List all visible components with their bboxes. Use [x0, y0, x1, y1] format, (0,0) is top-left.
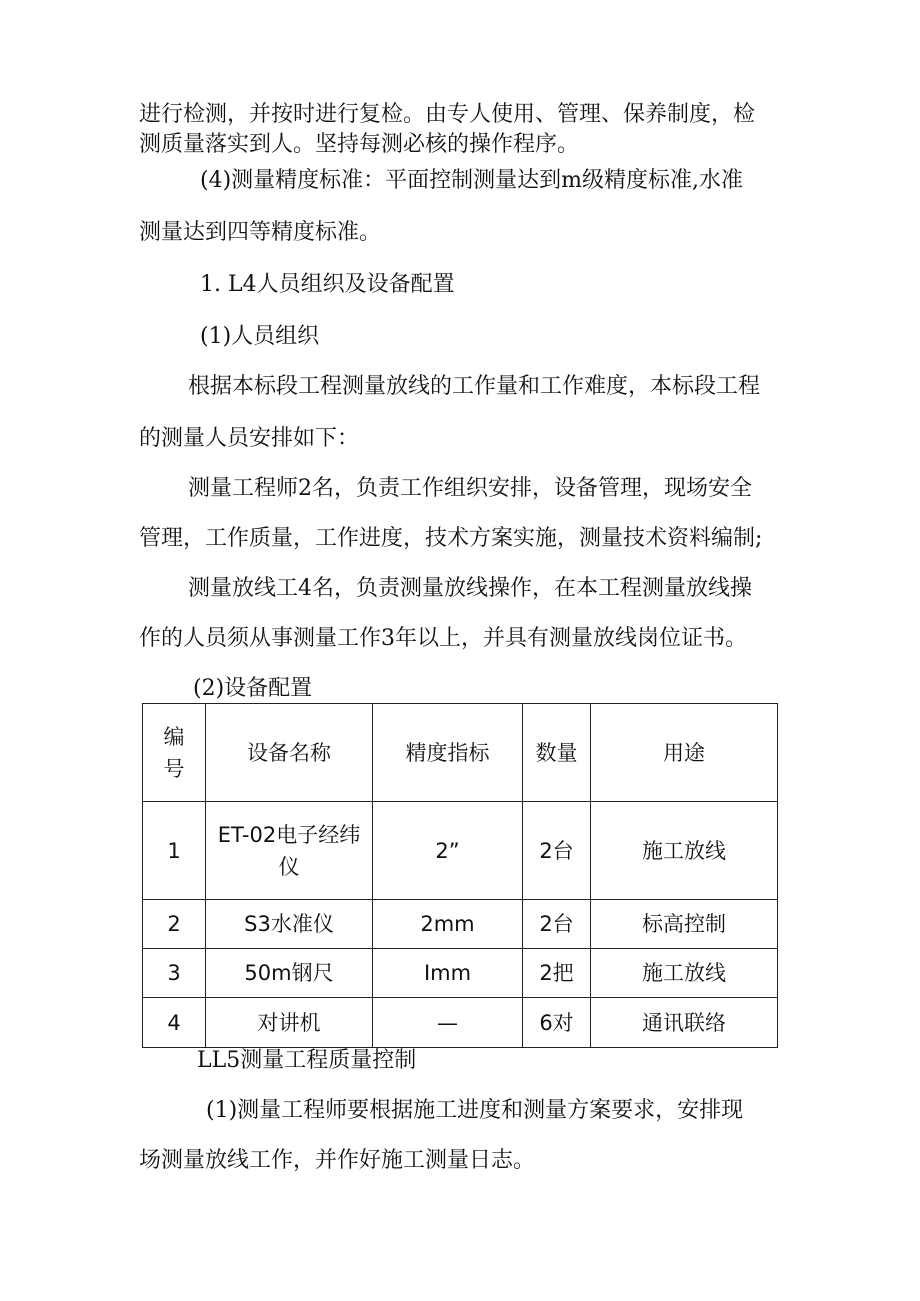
cell-precision: Imm [373, 949, 523, 998]
cell-use: 施工放线 [591, 949, 778, 998]
cell-precision: — [373, 998, 523, 1048]
cell-quantity: 2台 [523, 900, 591, 949]
paragraph-line: (1)测量工程师要根据施工进度和测量方案要求，安排现 [206, 1098, 744, 1123]
cell-name [206, 802, 373, 900]
header-number-part: 号 [163, 756, 185, 781]
subsection-heading: (1)人员组织 [200, 324, 320, 349]
cell-number: 2 [143, 900, 206, 949]
table-header-row [143, 704, 778, 802]
header-number-part: 编 [163, 724, 185, 749]
paragraph-line: 作的人员须从事测量工作3年以上，并具有测量放线岗位证书。 [139, 626, 747, 651]
cell-name: S3水准仪 [206, 900, 373, 949]
table-row [143, 900, 778, 949]
paragraph-line: 进行检测，并按时进行复检。由专人使用、管理、保养制度，检 [139, 102, 756, 127]
table-row [143, 802, 778, 900]
paragraph-line: 管理，工作质量，工作进度，技术方案实施，测量技术资料编制; [139, 526, 763, 551]
cell-precision: 2” [373, 802, 523, 900]
header-quantity: 数量 [523, 704, 591, 802]
paragraph-line: 测量放线工4名，负责测量放线操作，在本工程测量放线操 [188, 576, 752, 601]
cell-number: 1 [143, 802, 206, 900]
cell-name-part: ET-02电子经纬 [217, 822, 361, 847]
cell-precision: 2mm [373, 900, 523, 949]
subsection-heading: (2)设备配置 [193, 676, 313, 701]
header-name: 设备名称 [206, 704, 373, 802]
cell-use: 标高控制 [591, 900, 778, 949]
header-number [143, 704, 206, 802]
cell-quantity: 6对 [523, 998, 591, 1048]
header-use: 用途 [591, 704, 778, 802]
equipment-table [142, 703, 778, 1048]
section-heading: 1. L4人员组织及设备配置 [200, 272, 455, 297]
paragraph-line: 测量工程师2名，负责工作组织安排，设备管理，现场安全 [188, 476, 752, 501]
cell-quantity: 2台 [523, 802, 591, 900]
paragraph-line: 测质量落实到人。坚持每测必核的操作程序。 [139, 132, 580, 157]
cell-name: 50m钢尺 [206, 949, 373, 998]
cell-use: 施工放线 [591, 802, 778, 900]
cell-number: 4 [143, 998, 206, 1048]
table-row [143, 998, 778, 1048]
table-row [143, 949, 778, 998]
cell-use: 通讯联络 [591, 998, 778, 1048]
paragraph-line: 根据本标段工程测量放线的工作量和工作难度，本标段工程 [188, 374, 761, 399]
paragraph-line: 的测量人员安排如下： [139, 426, 360, 451]
cell-quantity: 2把 [523, 949, 591, 998]
cell-name-part: 仪 [278, 854, 300, 879]
cell-name: 对讲机 [206, 998, 373, 1048]
header-precision: 精度指标 [373, 704, 523, 802]
cell-number: 3 [143, 949, 206, 998]
section-heading: LL5测量工程质量控制 [197, 1048, 417, 1073]
paragraph-line: 测量达到四等精度标准。 [139, 220, 382, 245]
paragraph-line: 场测量放线工作，并作好施工测量日志。 [139, 1148, 536, 1173]
paragraph-line: (4)测量精度标准：平面控制测量达到m级精度标准,水准 [200, 168, 744, 193]
